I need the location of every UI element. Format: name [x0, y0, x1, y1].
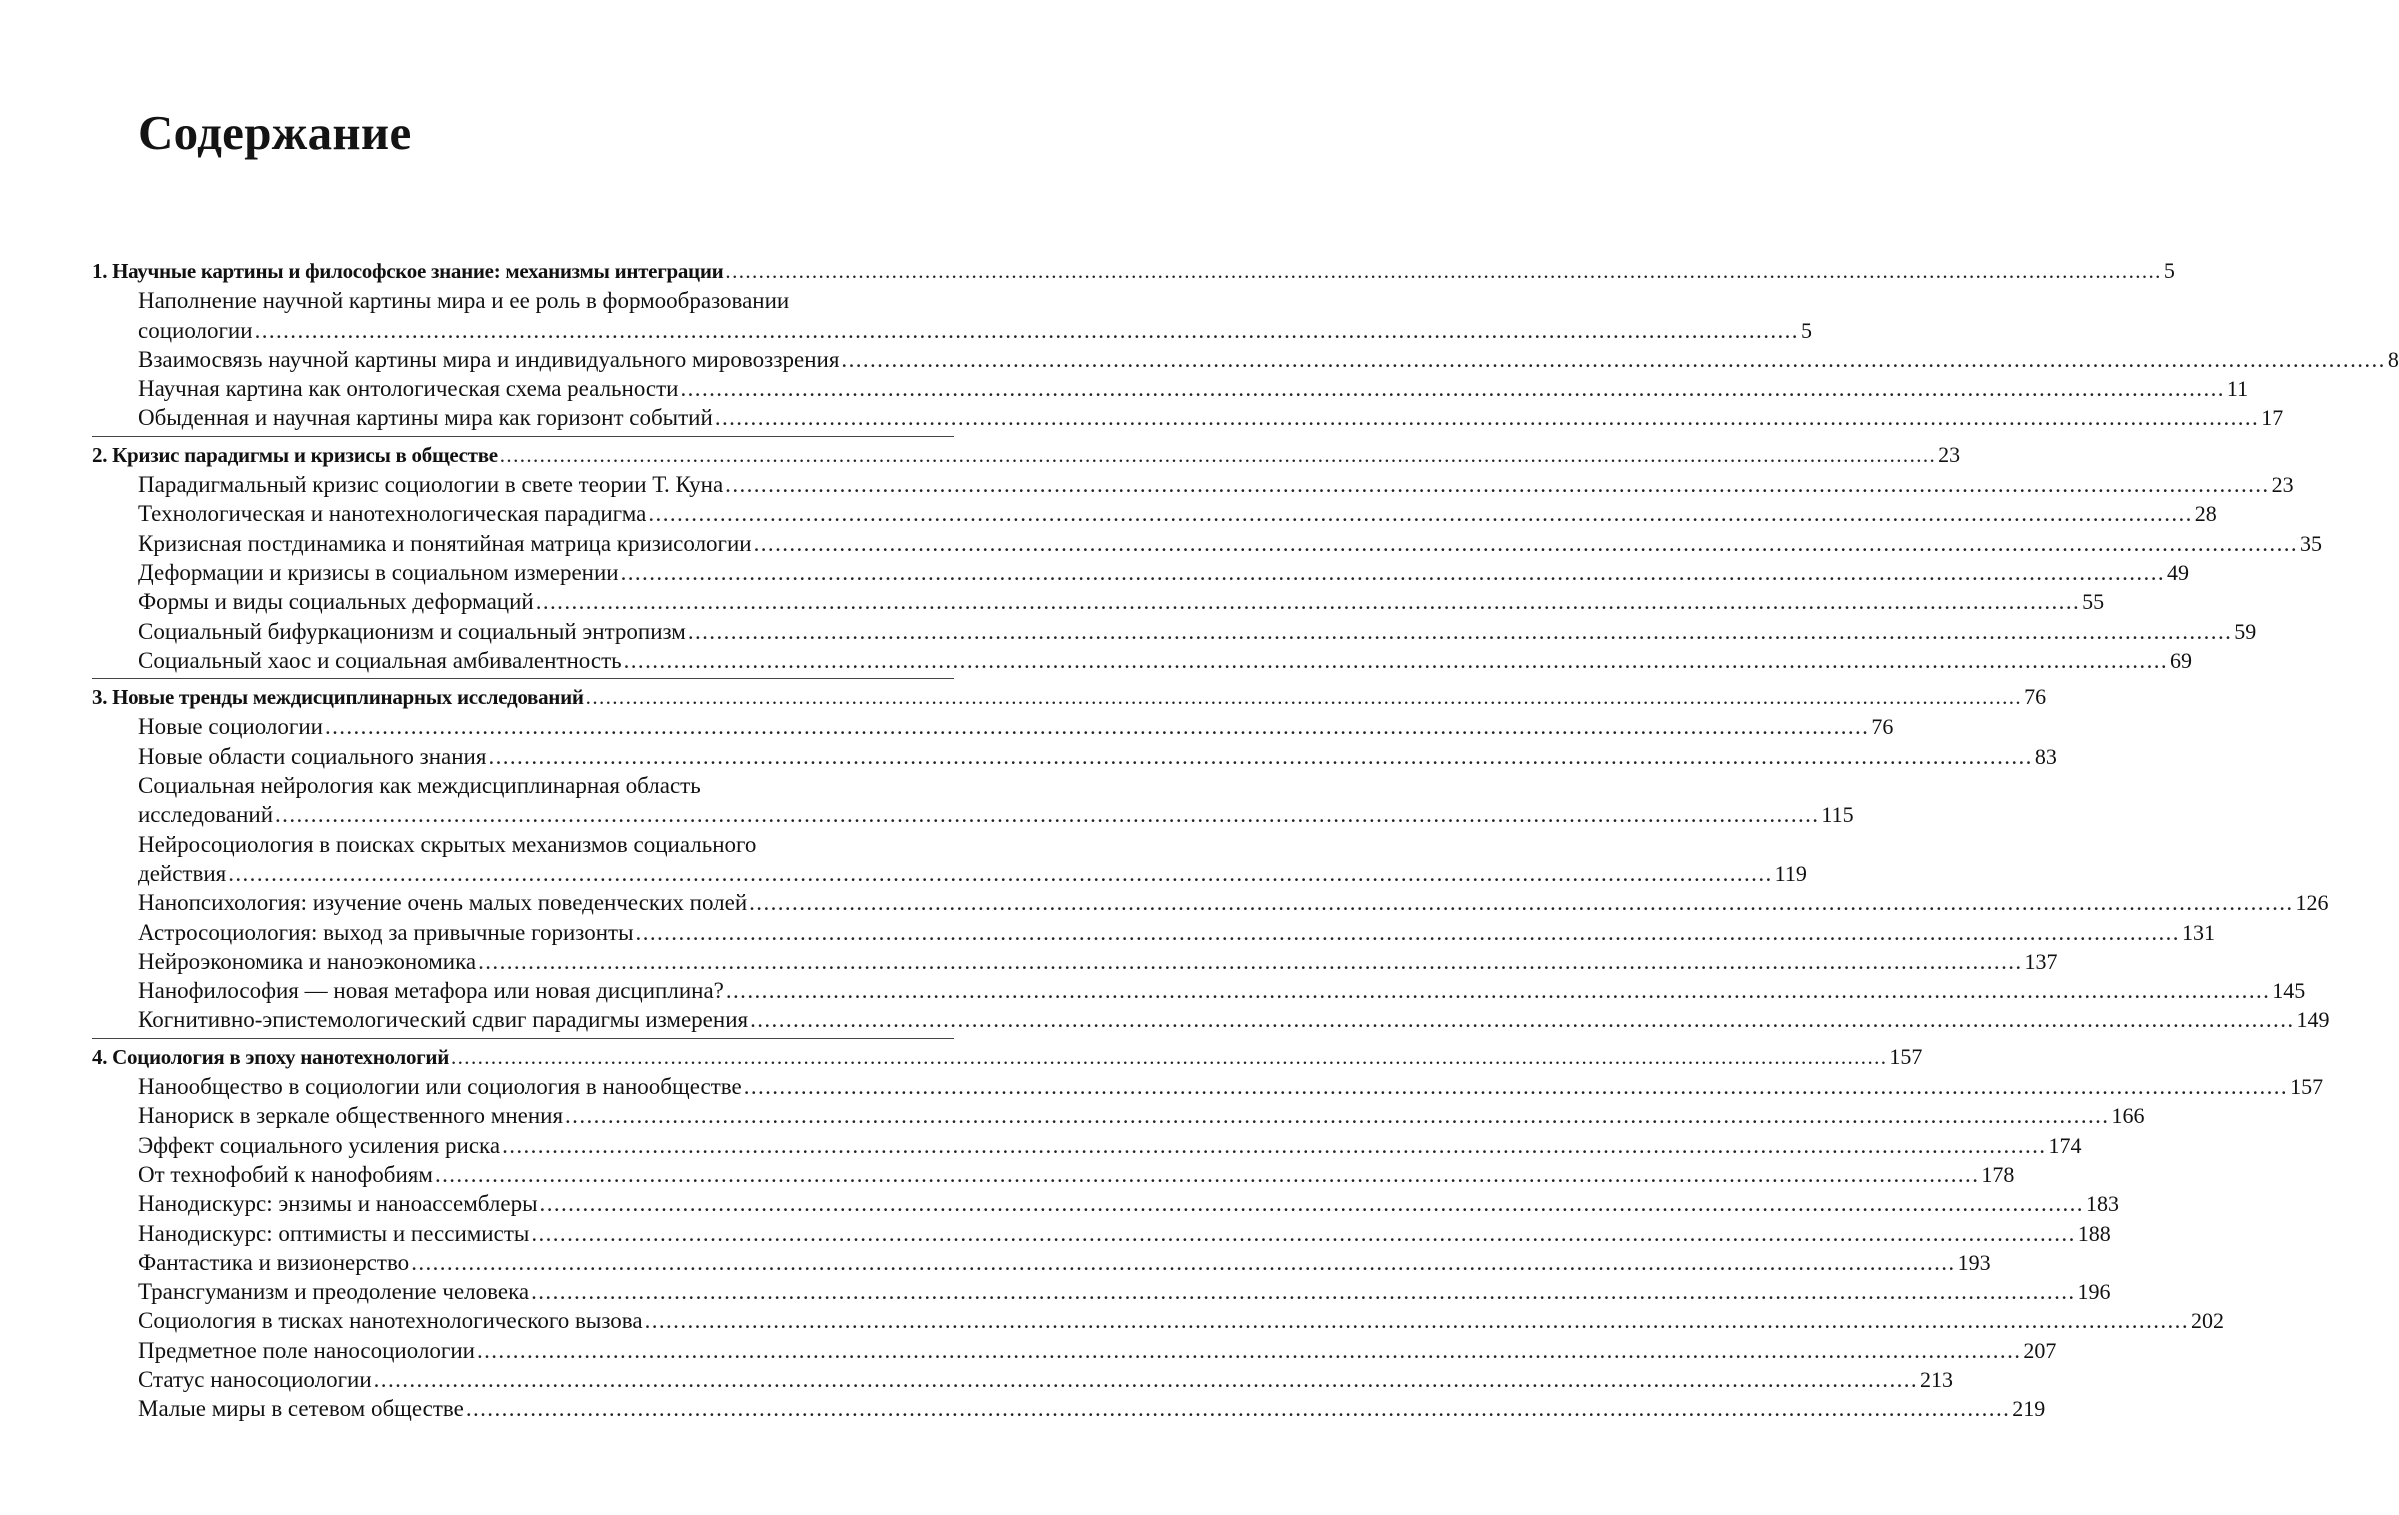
page-number: 137: [2024, 948, 2058, 974]
entry-title: Взаимосвязь научной картины мира и индивидуального мировоззрения: [138, 346, 840, 372]
entry-title: Обыденная и научная картины мира как горизонт событий: [138, 405, 713, 431]
entry-title: Социальный хаос и социальная амбивалентность: [138, 647, 622, 673]
toc-entry[interactable]: [92, 316, 1812, 345]
dot-leader: [477, 1336, 2021, 1365]
toc-entry[interactable]: [92, 403, 2284, 432]
page-number: 28: [2194, 501, 2217, 527]
page-number: 157: [1889, 1043, 1923, 1069]
page-number: 196: [2077, 1279, 2111, 1305]
section-heading[interactable]: [92, 1042, 1923, 1072]
toc-entry[interactable]: [92, 1365, 1954, 1394]
dot-leader: [754, 529, 2298, 558]
page-number: 11: [2226, 376, 2249, 402]
toc-entry[interactable]: [92, 374, 2249, 403]
entry-title: Предметное поле наносоциологии: [138, 1337, 475, 1363]
dot-leader: [744, 1072, 2288, 1101]
dot-leader: [636, 918, 2180, 947]
page-number: 17: [2261, 405, 2284, 431]
toc-entry[interactable]: [92, 529, 2323, 558]
entry-title: От технофобий к нанофобиям: [138, 1161, 433, 1187]
toc-entry[interactable]: [92, 1277, 2111, 1306]
toc-entry[interactable]: [92, 1219, 2111, 1248]
dot-leader: [275, 800, 1819, 829]
dot-leader: [648, 499, 2192, 528]
section-heading[interactable]: [92, 256, 2175, 286]
page-number: 193: [1957, 1249, 1991, 1275]
toc-entry[interactable]: [92, 742, 2057, 771]
dot-leader: [325, 712, 1869, 741]
section-title: 3. Новые тренды междисциплинарных исследований: [92, 685, 584, 710]
dot-leader: [725, 470, 2269, 499]
entry-title: Астросоциология: выход за привычные горизонты: [138, 919, 634, 945]
page-number: 119: [1774, 860, 1807, 886]
dot-leader: [681, 374, 2225, 403]
dot-leader: [536, 587, 2080, 616]
page-number: 219: [2012, 1396, 2046, 1422]
page-number: 55: [2082, 589, 2105, 615]
page-number: 174: [2048, 1132, 2082, 1158]
entry-title: Нейросоциология в поисках скрытых механизмов социального: [138, 831, 757, 857]
entry-title: исследований: [138, 802, 274, 828]
entry-title: Нанодискурс: энзимы и наноассемблеры: [138, 1191, 538, 1217]
page-number: 35: [2300, 530, 2323, 556]
section-title: 4. Социология в эпоху нанотехнологий: [92, 1044, 449, 1069]
entry-title: Нейроэкономика и наноэкономика: [138, 948, 477, 974]
entry-title: Нанопсихология: изучение очень малых поведенческих полей: [138, 890, 748, 916]
page-number: 5: [1800, 317, 1812, 343]
toc-entry[interactable]: [92, 947, 2058, 976]
page-number: 202: [2190, 1308, 2224, 1334]
section-heading[interactable]: [92, 440, 1961, 470]
dot-leader: [586, 683, 2022, 712]
toc-entry[interactable]: [92, 976, 2306, 1005]
entry-title: Наполнение научной картины мира и ее роль в формообразовании: [138, 288, 790, 314]
dot-leader: [255, 316, 1799, 345]
toc-section: [92, 256, 2399, 437]
entry-title: Новые области социального знания: [138, 743, 487, 769]
dot-leader: [715, 403, 2259, 432]
dot-leader: [540, 1189, 2084, 1218]
entry-line: [92, 286, 954, 315]
toc-entry[interactable]: [92, 470, 2294, 499]
entry-title: Нанофилософия — новая метафора или новая дисциплина?: [138, 978, 724, 1004]
section-title: 2. Кризис парадигмы и кризисы в обществе: [92, 442, 498, 467]
entry-title: Статус наносоциологии: [138, 1366, 372, 1392]
entry-title: Нанодискурс: оптимисты и пессимисты: [138, 1220, 530, 1246]
dot-leader: [750, 1005, 2294, 1034]
page-title: Содержание: [138, 105, 412, 160]
page-number: 207: [2023, 1337, 2057, 1363]
dot-leader: [688, 617, 2232, 646]
entry-title: Нанообщество в социологии или социология в нанообществе: [138, 1074, 742, 1100]
entry-title: Новые социологии: [138, 714, 323, 740]
dot-leader: [411, 1248, 1955, 1277]
dot-leader: [621, 558, 2165, 587]
dot-leader: [466, 1394, 2010, 1423]
toc-section: [92, 682, 2330, 1039]
toc-entry[interactable]: [92, 859, 1807, 888]
toc-entry[interactable]: [92, 1394, 2046, 1423]
page-number: 145: [2272, 978, 2306, 1004]
entry-title: Социальный бифуркационизм и социальный энтропизм: [138, 618, 686, 644]
entry-title: Научная картина как онтологическая схема реальности: [138, 376, 679, 402]
page-number: 76: [1871, 714, 1894, 740]
page-number: 23: [1938, 441, 1961, 467]
page-number: 83: [2034, 743, 2057, 769]
section-title: 1. Научные картины и философское знание: механизмы интеграции: [92, 259, 724, 283]
toc-entry[interactable]: [92, 1005, 2330, 1034]
dot-leader: [726, 976, 2270, 1005]
entry-title: Социология в тисках нанотехнологического вызова: [138, 1308, 643, 1334]
toc-entry[interactable]: [92, 1306, 2224, 1335]
page-number: 157: [2290, 1074, 2324, 1100]
page-number: 8: [2387, 346, 2399, 372]
toc-entry[interactable]: [92, 646, 2193, 675]
entry-title: Нанориск в зеркале общественного мнения: [138, 1103, 564, 1129]
page-number: 69: [2170, 647, 2193, 673]
dot-leader: [478, 947, 2022, 976]
dot-leader: [841, 345, 2385, 374]
entry-title: Формы и виды социальных деформаций: [138, 589, 534, 615]
dot-leader: [645, 1306, 2189, 1335]
dot-leader: [374, 1365, 1918, 1394]
entry-title: Когнитивно-эпистемологический сдвиг парадигмы измерения: [138, 1007, 749, 1033]
dot-leader: [488, 742, 2032, 771]
toc-section: [92, 1042, 2324, 1427]
entry-title: Малые миры в сетевом обществе: [138, 1396, 464, 1422]
page-number: 59: [2234, 618, 2257, 644]
toc-entry[interactable]: [92, 499, 2217, 528]
toc-entry[interactable]: [92, 1248, 1991, 1277]
dot-leader: [749, 888, 2293, 917]
table-of-contents: [92, 256, 2399, 1430]
toc-entry[interactable]: [92, 800, 1854, 829]
toc-entry[interactable]: [92, 888, 2329, 917]
entry-title: действия: [138, 860, 227, 886]
toc-entry[interactable]: [92, 1189, 2119, 1218]
page-number: 149: [2296, 1007, 2330, 1033]
page-number: 166: [2111, 1103, 2145, 1129]
toc-entry[interactable]: [92, 587, 2105, 616]
entry-title: Парадигмальный кризис социологии в свете теории Т. Куна: [138, 472, 724, 498]
toc-section: [92, 440, 2323, 679]
entry-title: Кризисная постдинамика и понятийная матрица кризисологии: [138, 530, 752, 556]
dot-leader: [725, 257, 2161, 286]
entry-title: Фантастика и визионерство: [138, 1249, 410, 1275]
dot-leader: [435, 1160, 1979, 1189]
entry-title: Технологическая и нанотехнологическая парадигма: [138, 501, 647, 527]
entry-line: [92, 830, 954, 859]
section-heading[interactable]: [92, 682, 2047, 712]
toc-entry[interactable]: [92, 1101, 2145, 1130]
page-number: 115: [1821, 802, 1854, 828]
page-number: 23: [2271, 472, 2294, 498]
entry-title: Деформации и кризисы в социальном измерении: [138, 559, 619, 585]
page-number: 76: [2024, 684, 2047, 710]
page-number: 126: [2295, 890, 2329, 916]
toc-entry[interactable]: [92, 1131, 2082, 1160]
page-number: 213: [1920, 1366, 1954, 1392]
toc-entry[interactable]: [92, 1336, 2057, 1365]
entry-title: Эффект социального усиления риска: [138, 1132, 501, 1158]
toc-entry[interactable]: [92, 345, 2399, 374]
toc-entry[interactable]: [92, 712, 1894, 741]
dot-leader: [531, 1219, 2075, 1248]
page-number: 49: [2167, 559, 2190, 585]
page-number: 5: [2163, 258, 2175, 283]
toc-entry[interactable]: [92, 918, 2215, 947]
page-number: 183: [2085, 1191, 2119, 1217]
dot-leader: [500, 441, 1936, 470]
dot-leader: [531, 1277, 2075, 1306]
dot-leader: [502, 1131, 2046, 1160]
entry-title: Социальная нейрология как междисциплинарная область: [138, 773, 701, 799]
toc-entry[interactable]: [92, 1072, 2324, 1101]
dot-leader: [228, 859, 1772, 888]
dot-leader: [624, 646, 2168, 675]
page-number: 178: [1981, 1161, 2015, 1187]
toc-entry[interactable]: [92, 617, 2257, 646]
entry-title: социологии: [138, 317, 253, 343]
toc-entry[interactable]: [92, 558, 2190, 587]
entry-line: [92, 771, 954, 800]
toc-entry[interactable]: [92, 1160, 2015, 1189]
dot-leader: [565, 1101, 2109, 1130]
entry-title: Трансгуманизм и преодоление человека: [138, 1279, 530, 1305]
page-number: 131: [2181, 919, 2215, 945]
page-number: 188: [2077, 1220, 2111, 1246]
dot-leader: [451, 1043, 1887, 1072]
